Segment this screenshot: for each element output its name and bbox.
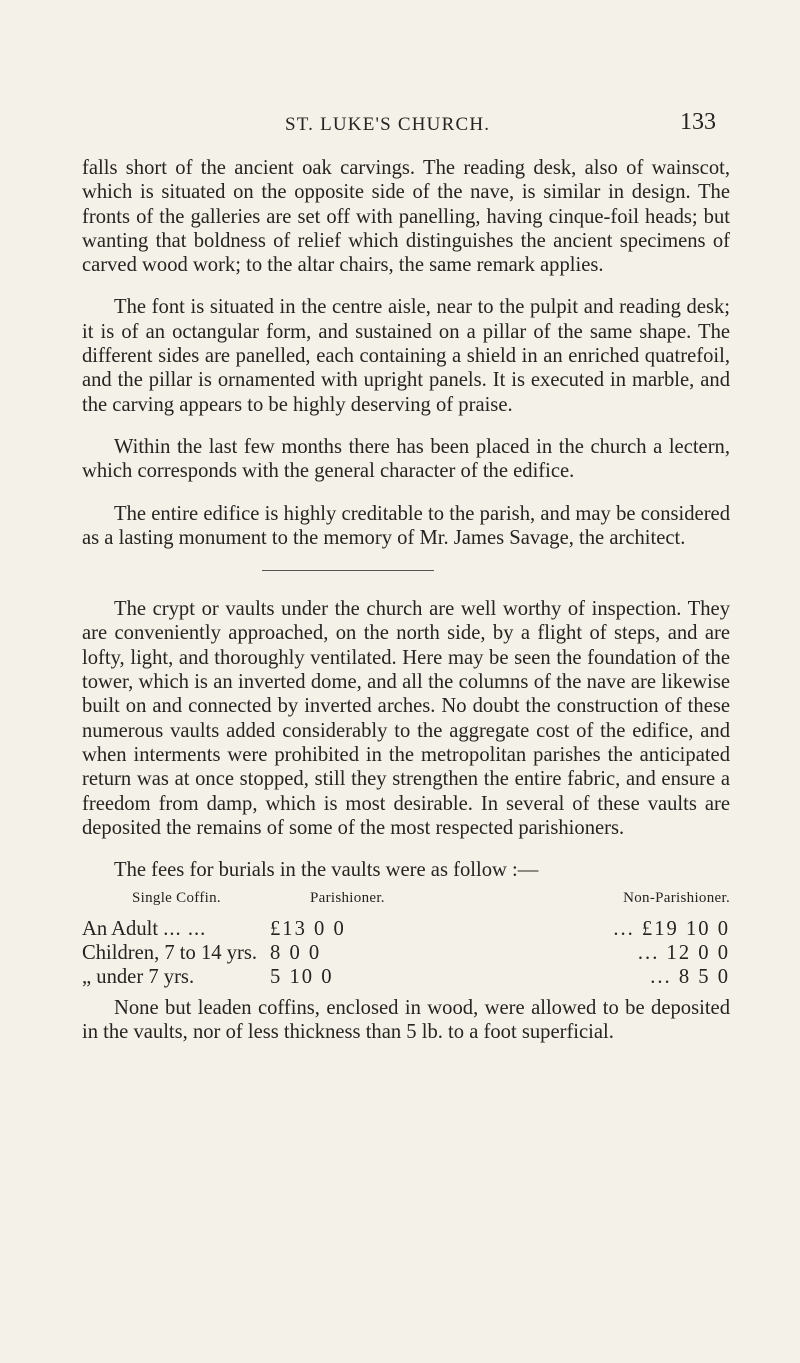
fees-header-row	[82, 886, 730, 916]
row-label: An Adult	[82, 917, 159, 940]
non-parishioner-cell	[440, 941, 730, 965]
separator-dots: ...	[637, 942, 660, 965]
paragraph-architect: The entire edifice is highly creditable to the parish, and may be considered as a lasting monument to the memory of Mr. James Savage, the architect.	[82, 502, 730, 549]
row-label-cell	[82, 965, 270, 989]
fees-intro: The fees for burials in the vaults were as follow :—	[114, 859, 539, 882]
row-label-cell	[82, 917, 270, 941]
non-parishioner-fee: 8 5 0	[678, 966, 730, 989]
table-row	[82, 941, 730, 965]
table-row	[82, 965, 730, 989]
header-non-parishioner: Non-Parishioner.	[623, 890, 730, 907]
header-parishioner: Parishioner.	[310, 890, 385, 907]
parishioner-fee: £13 0 0	[270, 917, 346, 940]
non-parishioner-cell	[440, 965, 730, 989]
non-parishioner-fee: 12 0 0	[666, 942, 730, 965]
separator-dots: ...	[650, 966, 672, 989]
row-label: „ under 7 yrs.	[82, 966, 195, 989]
page-number: 133	[680, 109, 716, 135]
non-parishioner-cell	[440, 917, 730, 941]
row-label-cell	[82, 941, 270, 965]
running-head	[0, 108, 800, 138]
paragraph-crypt: The crypt or vaults under the church are well worthy of inspection. They are conveniently approached, on the north side, by a flight of steps, and are lofty, light, and thoroughly ventilated. Here may be seen the foundation of the tower, which is an inverted dome, and all the columns of the nave are likewise built on and connected by inverted arches. No doubt the construction of these numerous vaults added considerably to the aggregate cost of the edifice, and when interments were prohibited in the metropolitan parishes the anticipated return was at once stopped, still they strengthen the entire fabric, and ensure a freedom from damp, which is most desirable. In several of these vaults are deposited the remains of some of the most respected parishioners.	[82, 598, 730, 839]
paragraph-carvings: falls short of the ancient oak carvings. The reading desk, also of wainscot, which is situated on the opposite side of the nave, is similar in design. The fronts of the galleries are set off with panelling, having cinque-foil heads; but wanting that boldness of relief which distinguishes the ancient specimens of carved wood work; to the altar chairs, the same remark applies.	[82, 157, 730, 277]
body-text	[82, 156, 730, 1062]
paragraph-closing: None but leaden coffins, enclosed in wood, were allowed to be deposited in the vaults, nor of less thickness than 5 lb. to a foot superficial.	[82, 996, 730, 1043]
parishioner-fee: 5 10 0	[270, 966, 334, 989]
fees-table	[82, 886, 730, 989]
separator-dots: ...	[613, 917, 635, 940]
parishioner-fee: 8 0 0	[270, 942, 322, 965]
paragraph-font: The font is situated in the centre aisle, near to the pulpit and reading desk; it is of an octangular form, and sustained on a pillar of the same shape. The different sides are panelled, each containing a shield in an enriched quatrefoil, and the pillar is ornamented with upright panels. It is executed in marble, and the carving appears to be highly deserving of praise.	[82, 296, 730, 416]
row-label: Children, 7 to 14 yrs.	[82, 942, 258, 965]
table-row	[82, 917, 730, 941]
leader-dots: ... ...	[163, 917, 207, 940]
section-divider	[262, 570, 434, 571]
running-title: ST. LUKE'S CHURCH.	[285, 114, 491, 135]
paragraph-lectern: Within the last few months there has been placed in the church a lectern, which corresponds with the general character of the edifice.	[82, 435, 730, 483]
header-single-coffin: Single Coffin.	[132, 890, 221, 907]
non-parishioner-fee: £19 10 0	[641, 917, 730, 940]
